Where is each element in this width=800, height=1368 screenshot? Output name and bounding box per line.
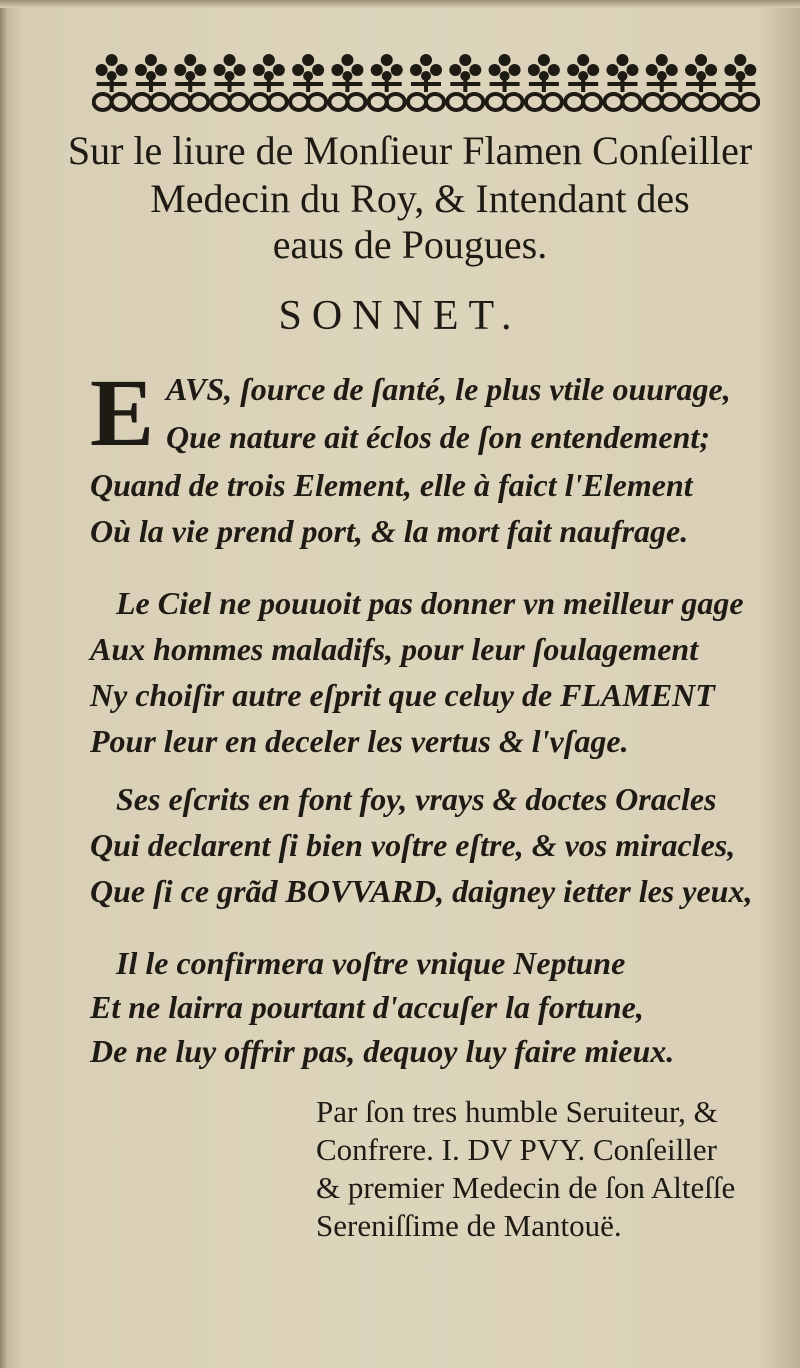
verse-line: Que nature ait éclos de ſon entendement; bbox=[166, 419, 710, 455]
verse-line: Aux hommes maladifs, pour leur ſoulagement bbox=[90, 631, 699, 667]
verse-line: Ses eſcrits en font foy, vrays & doctes Oracles bbox=[116, 781, 717, 817]
fleuron-icon bbox=[251, 54, 287, 110]
signature-line: & premier Medecin de ſon Alteſſe bbox=[316, 1170, 736, 1205]
fleuron-band-icon bbox=[92, 52, 760, 114]
heading-line-2: Medecin du Roy, & Intendant des bbox=[150, 176, 690, 221]
signature-line: Par ſon tres humble Seruiteur, & bbox=[316, 1094, 718, 1129]
verse-line: AVS, ſource de ſanté, le plus vtile ouurage, bbox=[166, 371, 731, 407]
fleuron-icon bbox=[172, 54, 208, 110]
verse-line: Le Ciel ne pouuoit pas donner vn meilleur gage bbox=[116, 585, 744, 621]
verse-line: Pour leur en deceler les vertus & l'vſage. bbox=[90, 723, 629, 759]
verse-line: De ne luy offrir pas, dequoy luy faire mieux. bbox=[90, 1033, 675, 1069]
drop-cap-letter: E bbox=[90, 359, 155, 466]
fleuron-icon bbox=[447, 54, 483, 110]
page-edge-left bbox=[0, 0, 8, 1368]
fleuron-icon bbox=[212, 54, 248, 110]
fleuron-icon bbox=[565, 54, 601, 110]
verse-line: Qui declarent ſi bien voſtre eſtre, & vos miracles, bbox=[90, 827, 736, 863]
fleuron-icon bbox=[644, 54, 680, 110]
fleuron-icon bbox=[133, 54, 169, 110]
verse-line: Ny choiſir autre eſprit que celuy de FLAMENT bbox=[90, 677, 715, 713]
verse-line: Que ſi ce grãd BOVVARD, daigney ietter les yeux, bbox=[90, 873, 753, 909]
fleuron-icon bbox=[329, 54, 365, 110]
fleuron-icon bbox=[722, 54, 758, 110]
fleuron-icon bbox=[604, 54, 640, 110]
fleuron-icon bbox=[487, 54, 523, 110]
page-edge-top bbox=[0, 0, 800, 8]
heading-line-1: Sur le liure de Monſieur Flamen Conſeiller bbox=[67, 128, 753, 173]
signature-line: Confrere. I. DV PVY. Conſeiller bbox=[316, 1132, 717, 1167]
verse-line: Il le confirmera voſtre vnique Neptune bbox=[116, 945, 626, 981]
sonnet-title: SONNET. bbox=[278, 293, 522, 339]
verse-line: Et ne lairra pourtant d'accuſer la fortune, bbox=[90, 989, 644, 1025]
fleuron-icon bbox=[369, 54, 405, 110]
verse-line: Quand de trois Element, elle à faict l'Element bbox=[90, 467, 693, 503]
fleuron-icon bbox=[290, 54, 326, 110]
fleuron-icon bbox=[408, 54, 444, 110]
verse-line: Où la vie prend port, & la mort fait naufrage. bbox=[90, 513, 689, 549]
fleuron-icon bbox=[94, 54, 130, 110]
signature-line: Sereniſſime de Mantouë. bbox=[316, 1208, 622, 1243]
heading-line-3: eaus de Pougues. bbox=[272, 222, 548, 267]
fleuron-icon bbox=[526, 54, 562, 110]
fleuron-icon bbox=[683, 54, 719, 110]
